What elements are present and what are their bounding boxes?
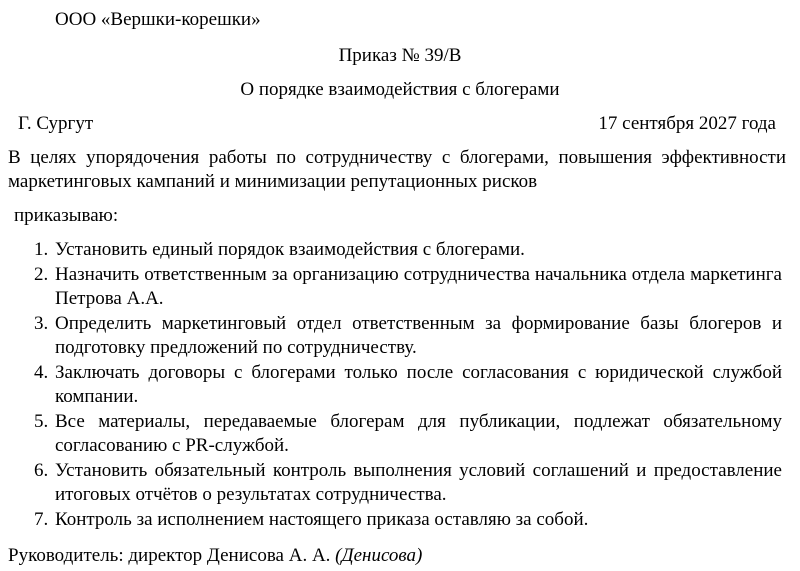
order-item bbox=[28, 410, 782, 458]
organization-name: ООО «Вершки-корешки» bbox=[55, 9, 261, 30]
order-item bbox=[28, 459, 782, 507]
order-item-number: 3. bbox=[34, 313, 49, 334]
order-item-number: 7. bbox=[34, 509, 49, 530]
order-item bbox=[28, 508, 782, 532]
order-item-text: Заключать договоры с блогерами только после согласования с юридической службой компании. bbox=[55, 362, 782, 407]
order-item-text: Установить обязательный контроль выполнения условий соглашений и предоставление итоговых отчётов о результатах сотрудничества. bbox=[55, 460, 782, 505]
signature-label: Руководитель: директор Денисова А. А. bbox=[8, 545, 331, 566]
city: Г. Сургут bbox=[18, 113, 94, 134]
order-item-text: Контроль за исполнением настоящего приказа оставляю за собой. bbox=[55, 509, 589, 530]
order-item bbox=[28, 238, 782, 262]
order-item-text: Установить единый порядок взаимодействия с блогерами. bbox=[55, 239, 525, 260]
order-item bbox=[28, 263, 782, 311]
order-items-list bbox=[28, 238, 782, 533]
order-item-number: 2. bbox=[34, 264, 49, 285]
signature-handwritten: (Денисова) bbox=[335, 545, 423, 566]
order-item bbox=[28, 312, 782, 360]
order-item-text: Назначить ответственным за организацию сотрудничества начальника отдела маркетинга Петрова А.А. bbox=[55, 264, 782, 309]
order-item-number: 1. bbox=[34, 239, 49, 260]
order-item-text: Все материалы, передаваемые блогерам для публикации, подлежат обязательному согласованию с PR-службой. bbox=[55, 411, 782, 456]
order-title: О порядке взаимодействия с блогерами bbox=[240, 79, 560, 100]
preamble-paragraph: В целях упорядочения работы по сотрудничеству с блогерами, повышения эффективности маркетинговых кампаний и минимизации репутационных рисков bbox=[8, 147, 786, 192]
decree-word: приказываю: bbox=[14, 205, 119, 226]
order-item bbox=[28, 361, 782, 409]
order-item-text: Определить маркетинговый отдел ответственным за формирование базы блогеров и подготовку предложений по сотрудничеству. bbox=[55, 313, 782, 358]
order-number: Приказ № 39/В bbox=[338, 45, 462, 66]
order-item-number: 6. bbox=[34, 460, 49, 481]
order-item-number: 5. bbox=[34, 411, 49, 432]
order-item-number: 4. bbox=[34, 362, 49, 383]
order-date: 17 сентября 2027 года bbox=[598, 113, 776, 134]
signature-line bbox=[8, 544, 422, 568]
